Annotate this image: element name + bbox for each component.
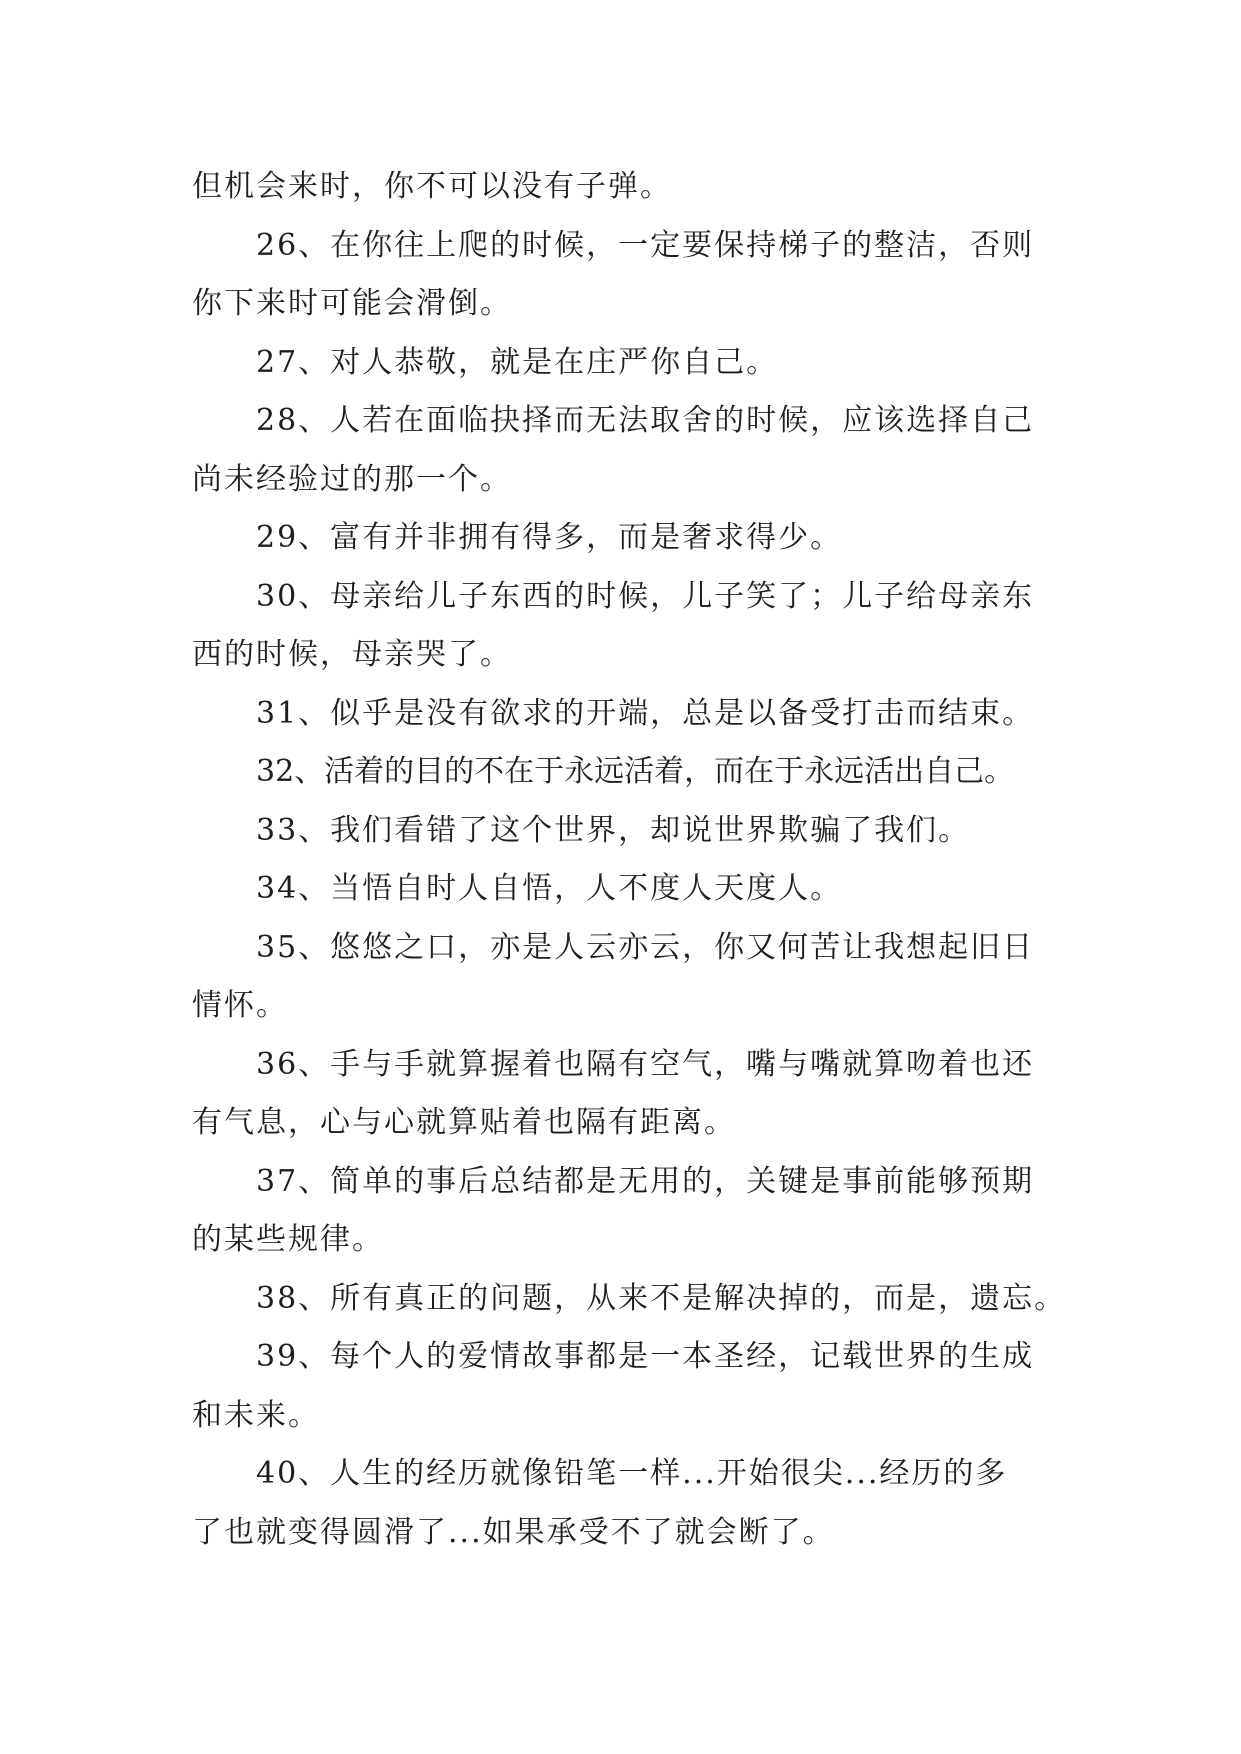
paragraph-26 — [192, 217, 1052, 334]
paragraph-continuation — [192, 158, 1052, 217]
paragraph-line: 30、母亲给儿子东西的时候，儿子笑了；儿子给母亲东 — [256, 578, 1035, 614]
paragraph-29 — [192, 509, 1052, 568]
paragraph-33 — [192, 802, 1052, 861]
paragraph-38 — [192, 1270, 1067, 1329]
paragraph-line: 39、每个人的爱情故事都是一本圣经，记载世界的生成 — [256, 1339, 1035, 1374]
paragraph-35 — [192, 919, 1052, 1036]
paragraph-line: 36、手与手就算握着也隔有空气，嘴与嘴就算吻着也还 — [256, 1046, 1035, 1082]
paragraph-line: 情怀。 — [192, 988, 288, 1023]
paragraph-37 — [192, 1153, 1052, 1270]
paragraph-line: 28、人若在面临抉择而无法取舍的时候，应该选择自己 — [256, 403, 1035, 438]
paragraph-40 — [192, 1445, 1052, 1562]
paragraph-line: 和未来。 — [192, 1397, 320, 1433]
paragraph-line: 但机会来时，你不可以没有子弹。 — [192, 169, 672, 204]
paragraph-line: 37、简单的事后总结都是无用的，关键是事前能够预期 — [256, 1163, 1035, 1199]
paragraph-36 — [192, 1036, 1052, 1153]
paragraph-line: 38、所有真正的问题，从来不是解决掉的，而是，遗忘。 — [256, 1280, 1067, 1316]
document-body — [192, 158, 1067, 1562]
paragraph-line: 26、在你往上爬的时候，一定要保持梯子的整洁，否则 — [256, 227, 1035, 263]
paragraph-line: 有气息，心与心就算贴着也隔有距离。 — [192, 1105, 736, 1140]
paragraph-line: 33、我们看错了这个世界，却说世界欺骗了我们。 — [256, 812, 971, 848]
paragraph-28 — [192, 392, 1052, 509]
paragraph-line: 32、活着的目的不在于永远活着，而在于永远活出自己。 — [256, 754, 1015, 789]
paragraph-line: 31、似乎是没有欲求的开端，总是以备受打击而结束。 — [256, 695, 1035, 731]
paragraph-line: 的某些规律。 — [192, 1222, 384, 1257]
paragraph-31 — [192, 685, 1052, 744]
paragraph-line: 35、悠悠之口，亦是人云亦云，你又何苦让我想起旧日 — [256, 929, 1035, 965]
paragraph-line: 尚未经验过的那一个。 — [192, 461, 512, 497]
paragraph-line: 40、人生的经历就像铅笔一样...开始很尖...经历的多 — [256, 1456, 1008, 1491]
paragraph-line: 了也就变得圆滑了...如果承受不了就会断了。 — [192, 1514, 835, 1550]
paragraph-39 — [192, 1328, 1052, 1445]
paragraph-30 — [192, 568, 1052, 685]
paragraph-line: 27、对人恭敬，就是在庄严你自己。 — [256, 344, 779, 380]
paragraph-line: 你下来时可能会滑倒。 — [192, 286, 512, 321]
paragraph-line: 西的时候，母亲哭了。 — [192, 637, 512, 672]
paragraph-34 — [192, 860, 1052, 919]
paragraph-32 — [192, 743, 1052, 802]
paragraph-line: 29、富有并非拥有得多，而是奢求得少。 — [256, 520, 843, 555]
paragraph-line: 34、当悟自时人自悟，人不度人天度人。 — [256, 871, 843, 906]
paragraph-27 — [192, 334, 1052, 393]
